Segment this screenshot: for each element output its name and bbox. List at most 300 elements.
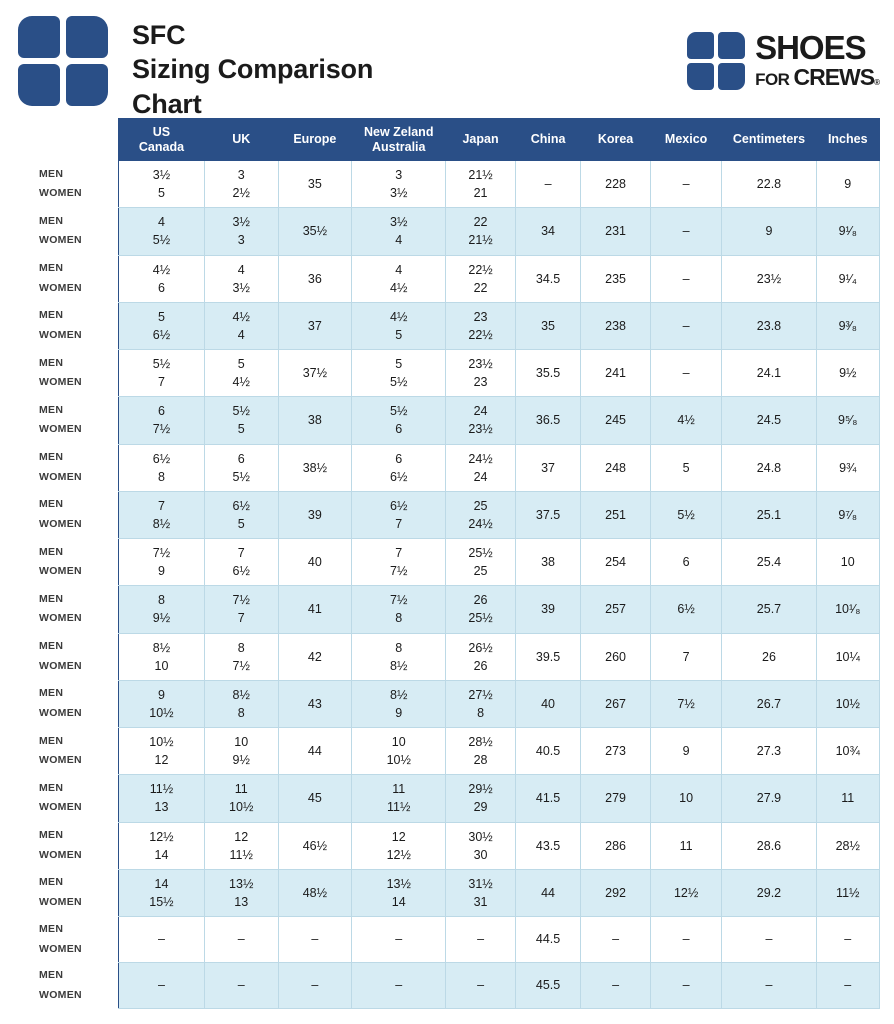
row-label-men: MEN (39, 309, 64, 322)
cell-values (121, 261, 202, 297)
cell-value: 25 (473, 498, 488, 513)
cell-value: 273 (605, 744, 626, 759)
cell-uk (204, 869, 278, 916)
cell-value: 45.5 (535, 978, 561, 993)
brand-line-crews: CREWS (793, 64, 875, 91)
cell-japan (446, 350, 516, 397)
cell-china (515, 161, 580, 208)
cell-value: 8½ (390, 687, 408, 702)
cell-europe (278, 869, 352, 916)
cell-values (354, 213, 443, 249)
cell-value: 6½ (152, 327, 171, 342)
cell-value: 8 (157, 469, 165, 484)
table-row (119, 728, 880, 775)
cell-europe (278, 161, 352, 208)
cell-value: 6½ (390, 498, 408, 513)
cell-centimeters (722, 728, 816, 775)
cell-value: 43 (307, 696, 322, 711)
row-label-women: WOMEN (39, 376, 82, 389)
row-label-men: MEN (39, 545, 64, 558)
cell-centimeters (722, 491, 816, 538)
cell-value: 248 (605, 460, 626, 475)
cell-value: – (682, 366, 690, 381)
cell-value: 9½ (152, 611, 171, 626)
cell-us_canada (39, 539, 205, 586)
row-label-women: WOMEN (39, 659, 82, 672)
cell-value: 10½ (149, 705, 174, 720)
cell-value: 35 (541, 318, 555, 333)
cell-new_zeland_australia (352, 869, 446, 916)
cell-value: 7 (395, 546, 403, 560)
cell-values (281, 695, 350, 713)
cell-value: 3½ (232, 280, 250, 295)
cell-value: – (311, 932, 319, 947)
cell-values (121, 780, 202, 816)
cell-japan (446, 822, 516, 869)
cell-values (354, 591, 443, 627)
row-label-men: MEN (39, 451, 64, 464)
cell-value: 11½ (836, 885, 860, 900)
row-gender-labels (15, 917, 115, 962)
cell-value: 24.5 (756, 413, 782, 428)
cell-value: 251 (605, 507, 626, 522)
row-gender-labels (15, 161, 115, 207)
cell-values (724, 175, 813, 193)
cell-mexico (650, 491, 722, 538)
cell-value: 8½ (232, 687, 250, 702)
cell-values (448, 166, 513, 202)
cell-value: – (544, 177, 552, 192)
page-header (0, 0, 894, 118)
table-row (119, 869, 880, 916)
cell-value: 29½ (468, 782, 493, 797)
cell-value: 9½ (232, 753, 250, 768)
cell-values (121, 166, 202, 202)
row-gender-labels (15, 208, 115, 254)
cell-uk (204, 161, 278, 208)
cell-values (121, 733, 202, 769)
cell-values (583, 364, 648, 382)
cell-inches (816, 633, 879, 680)
cell-japan (446, 444, 516, 491)
cell-value: 13½ (229, 876, 254, 891)
cell-values (724, 884, 813, 902)
cell-values (354, 733, 443, 769)
cell-value: 3½ (152, 168, 171, 182)
row-label-women: WOMEN (39, 848, 82, 861)
row-label-men: MEN (39, 403, 64, 416)
cell-mexico (650, 586, 722, 633)
cell-inches (816, 208, 879, 255)
cell-europe (278, 822, 352, 869)
cell-uk (204, 350, 278, 397)
row-label-women: WOMEN (39, 187, 82, 200)
cell-value: 10¾ (835, 744, 860, 759)
cell-china (515, 728, 580, 775)
cell-value: 6 (395, 422, 403, 437)
cell-value: – (237, 932, 245, 947)
cell-values (819, 930, 877, 948)
cell-value: 11½ (229, 847, 253, 862)
cell-korea (581, 161, 651, 208)
cell-mexico (650, 302, 722, 349)
row-gender-labels (15, 397, 115, 443)
cell-value: 4 (395, 262, 403, 277)
cell-inches (816, 444, 879, 491)
row-label-men: MEN (39, 262, 64, 275)
cell-mexico (650, 822, 722, 869)
cell-value: 28 (473, 753, 488, 768)
cell-values (819, 742, 877, 760)
cell-value: 292 (605, 885, 626, 900)
cell-uk (204, 822, 278, 869)
cell-value: 9 (157, 687, 165, 702)
cell-value: 9 (682, 744, 690, 759)
cell-new_zeland_australia (352, 917, 446, 963)
cell-mexico (650, 869, 722, 916)
cell-values (448, 686, 513, 722)
cell-values (121, 639, 202, 675)
cell-value: 8 (395, 611, 403, 626)
cell-values (448, 976, 513, 994)
cell-new_zeland_australia (352, 397, 446, 444)
row-gender-labels (15, 870, 115, 916)
brand-line-shoes: SHOES (755, 29, 866, 66)
cell-values (819, 459, 877, 477)
trademark-symbol: ® (874, 78, 880, 88)
cell-value: 22.8 (756, 177, 782, 192)
cell-china (515, 869, 580, 916)
cell-values (207, 402, 276, 438)
cell-value: 12½ (386, 847, 411, 862)
cell-values (653, 884, 720, 902)
row-label-women: WOMEN (39, 234, 82, 247)
cell-japan (446, 869, 516, 916)
cell-value: 10 (840, 555, 855, 570)
row-gender-labels (15, 681, 115, 727)
cell-uk (204, 917, 278, 963)
cell-value: 24.1 (756, 366, 782, 381)
cell-value: 8 (237, 640, 245, 655)
cell-values (121, 308, 202, 344)
cell-values (583, 742, 648, 760)
cell-value: 38 (307, 413, 322, 428)
cell-us_canada (39, 444, 205, 491)
cell-values (354, 308, 443, 344)
cell-values (281, 364, 350, 382)
cell-value: 12½ (673, 885, 699, 900)
cell-values (207, 828, 276, 864)
cell-value: 5½ (232, 404, 250, 419)
cell-values (819, 789, 877, 807)
cell-value: 9 (765, 224, 773, 239)
cell-mexico (650, 775, 722, 822)
cell-us_canada (39, 491, 205, 538)
cell-centimeters (722, 680, 816, 727)
cell-values (819, 270, 877, 288)
cell-korea (581, 491, 651, 538)
cell-value: 22 (473, 280, 488, 295)
cell-value: 24 (473, 469, 488, 484)
cell-value: 14 (154, 876, 169, 891)
cell-new_zeland_australia (352, 728, 446, 775)
cell-values (724, 976, 813, 994)
cell-value: – (612, 978, 620, 993)
cell-values (354, 450, 443, 486)
cell-new_zeland_australia (352, 208, 446, 255)
cell-value: 9¾ (839, 460, 857, 475)
cell-values (281, 976, 350, 994)
cell-korea (581, 397, 651, 444)
cell-japan (446, 539, 516, 586)
cell-new_zeland_australia (352, 350, 446, 397)
cell-inches (816, 775, 879, 822)
cell-new_zeland_australia (352, 255, 446, 302)
cell-value: 10¹⁄₈ (835, 602, 861, 617)
cell-value: 10½ (229, 800, 254, 815)
cell-uk (204, 963, 278, 1009)
cell-europe (278, 633, 352, 680)
cell-values (653, 175, 720, 193)
cell-value: – (477, 978, 485, 993)
cell-values (281, 411, 350, 429)
cell-china (515, 255, 580, 302)
cell-us_canada (39, 869, 205, 916)
cell-uk (204, 397, 278, 444)
cell-values (518, 976, 578, 994)
cell-values (207, 544, 276, 580)
cell-korea (581, 586, 651, 633)
cell-china (515, 822, 580, 869)
cell-uk (204, 208, 278, 255)
cell-value: – (765, 978, 773, 993)
cell-us_canada (39, 255, 205, 302)
cell-values (583, 695, 648, 713)
cell-values (724, 364, 813, 382)
cell-value: 5½ (152, 233, 171, 248)
cell-value: – (237, 978, 245, 993)
cell-china (515, 539, 580, 586)
cell-values (724, 789, 813, 807)
cell-japan (446, 680, 516, 727)
row-label-men: MEN (39, 592, 64, 605)
cell-inches (816, 869, 879, 916)
cell-values (518, 837, 578, 855)
cell-value: 4½ (390, 280, 408, 295)
cell-centimeters (722, 397, 816, 444)
cell-values (518, 364, 578, 382)
cell-values (724, 506, 813, 524)
cell-value: 29 (473, 800, 488, 815)
cell-mexico (650, 350, 722, 397)
cell-values (354, 261, 443, 297)
cell-values (724, 648, 813, 666)
cell-value: – (844, 978, 852, 993)
cell-value: 3 (237, 168, 245, 182)
cell-value: 26½ (468, 640, 493, 655)
row-label-women: WOMEN (39, 328, 82, 341)
row-gender-labels (15, 445, 115, 491)
table-row (119, 822, 880, 869)
cell-new_zeland_australia (352, 633, 446, 680)
cell-inches (816, 586, 879, 633)
cell-value: 7½ (232, 593, 250, 608)
row-gender-labels (15, 350, 115, 396)
cell-value: 48½ (302, 885, 328, 900)
row-label-women: WOMEN (39, 942, 82, 955)
cell-value: 45 (307, 791, 322, 806)
cell-value: 14 (391, 894, 406, 909)
cell-value: 44 (541, 885, 555, 900)
cell-china (515, 633, 580, 680)
cell-values (281, 930, 350, 948)
cell-values (518, 411, 578, 429)
cell-europe (278, 586, 352, 633)
cell-value: 3 (395, 168, 403, 182)
row-label-men: MEN (39, 923, 64, 936)
cell-value: 24.8 (756, 460, 782, 475)
table-row (119, 539, 880, 586)
cell-value: 5 (157, 186, 165, 201)
cell-japan (446, 775, 516, 822)
cell-values (354, 497, 443, 533)
cell-value: – (311, 978, 319, 993)
cell-value: 11½ (387, 800, 411, 815)
cell-values (819, 506, 877, 524)
brand-line-for: FOR (755, 70, 790, 90)
cell-values (724, 553, 813, 571)
cell-values (653, 648, 720, 666)
cell-values (207, 261, 276, 297)
cell-values (281, 837, 350, 855)
cell-values (518, 695, 578, 713)
cell-values (354, 780, 443, 816)
cell-korea (581, 728, 651, 775)
cell-values (121, 402, 202, 438)
cell-value: 9 (157, 564, 165, 579)
cell-europe (278, 963, 352, 1009)
cell-values (518, 600, 578, 618)
cell-values (518, 930, 578, 948)
cell-centimeters (722, 539, 816, 586)
cell-korea (581, 444, 651, 491)
cell-japan (446, 633, 516, 680)
cell-mexico (650, 208, 722, 255)
cell-value: 8 (157, 593, 165, 608)
cell-value: 11 (392, 782, 406, 797)
cell-values (207, 166, 276, 202)
cell-value: 38 (541, 555, 555, 570)
cell-value: 7 (237, 611, 245, 626)
cell-inches (816, 680, 879, 727)
cell-values (281, 884, 350, 902)
cell-values (281, 553, 350, 571)
row-label-men: MEN (39, 356, 64, 369)
cell-values (281, 648, 350, 666)
cell-value: 40 (307, 555, 322, 570)
cell-china (515, 350, 580, 397)
cell-values (819, 553, 877, 571)
table-row (119, 444, 880, 491)
cell-value: 30 (473, 847, 488, 862)
cell-value: 28.6 (756, 838, 782, 853)
row-gender-labels (15, 775, 115, 821)
cell-values (724, 742, 813, 760)
cell-japan (446, 963, 516, 1009)
cell-value: 8 (237, 705, 245, 720)
cell-inches (816, 963, 879, 1009)
cell-inches (816, 255, 879, 302)
cell-mexico (650, 444, 722, 491)
row-label-women: WOMEN (39, 988, 82, 1001)
cell-values (653, 695, 720, 713)
cell-value: 231 (605, 224, 626, 239)
cell-values (583, 222, 648, 240)
cell-us_canada (39, 728, 205, 775)
cell-values (724, 270, 813, 288)
cell-values (819, 317, 877, 335)
cell-value: 23 (473, 309, 488, 324)
cell-value: 6 (157, 404, 165, 419)
cell-new_zeland_australia (352, 822, 446, 869)
cell-value: 5½ (152, 357, 171, 371)
cell-value: 3½ (390, 186, 408, 201)
cell-mexico (650, 255, 722, 302)
sizing-table-container (0, 118, 894, 1009)
cell-us_canada (39, 586, 205, 633)
table-row (119, 586, 880, 633)
column-header-china: China (515, 119, 580, 161)
cell-value: 11 (841, 791, 855, 806)
cell-value: 6½ (677, 602, 695, 617)
row-gender-labels (15, 963, 115, 1008)
cell-us_canada (39, 633, 205, 680)
cell-value: 4½ (677, 413, 695, 428)
cell-japan (446, 917, 516, 963)
cell-values (354, 355, 443, 391)
cell-value: 12½ (149, 829, 174, 844)
cell-value: 2½ (232, 186, 250, 201)
cell-values (653, 506, 720, 524)
cell-inches (816, 491, 879, 538)
cell-value: 5 (157, 309, 165, 324)
cell-value: 26 (762, 649, 776, 664)
cell-value: 4 (395, 233, 403, 248)
cell-values (448, 402, 513, 438)
cell-japan (446, 397, 516, 444)
cell-value: 23.8 (756, 318, 782, 333)
cell-value: 5 (395, 357, 403, 371)
cell-value: 13 (154, 800, 169, 815)
cell-value: 11 (679, 838, 693, 853)
row-label-men: MEN (39, 687, 64, 700)
cell-value: 24½ (468, 451, 493, 466)
cell-value: 260 (605, 649, 626, 664)
cell-value: – (682, 177, 690, 192)
cell-value: 5 (395, 327, 403, 342)
cell-value: 22 (473, 215, 488, 230)
cell-value: 35½ (302, 224, 328, 239)
cell-values (724, 459, 813, 477)
cell-value: 6½ (232, 564, 250, 579)
cell-value: 35 (307, 177, 322, 192)
cell-value: 10¼ (835, 649, 860, 664)
cell-uk (204, 586, 278, 633)
cell-values (518, 553, 578, 571)
cell-us_canada (39, 680, 205, 727)
cell-value: 9¹⁄₈ (838, 224, 857, 239)
cell-china (515, 586, 580, 633)
